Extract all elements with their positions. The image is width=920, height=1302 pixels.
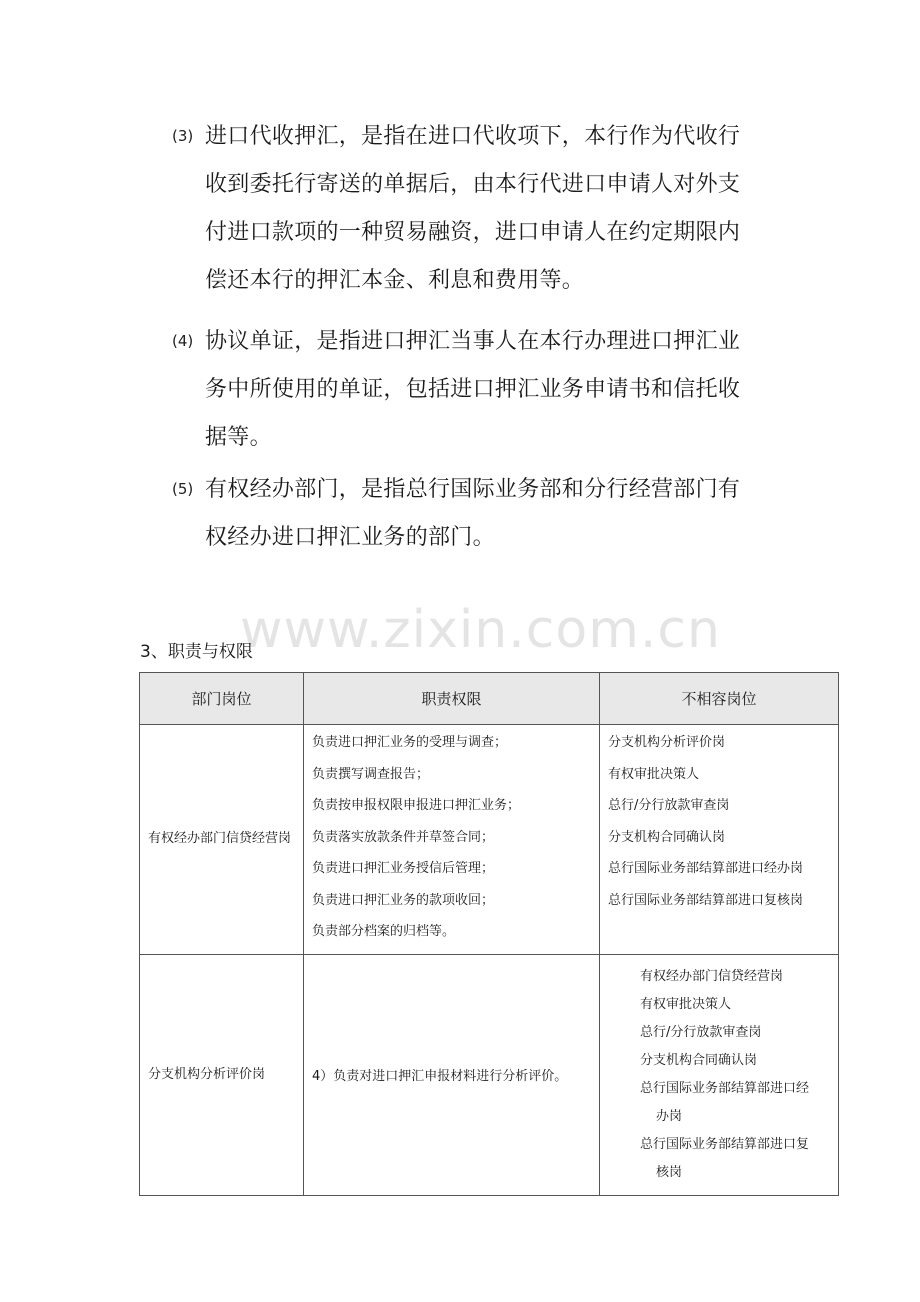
paragraph-line: 收到委托行寄送的单据后，由本行代进口申请人对外支 — [205, 172, 741, 197]
role-name: 有权经办部门信贷经营岗 — [148, 831, 292, 847]
paragraph-number: (3) — [172, 127, 194, 145]
duties-table — [139, 672, 839, 1196]
watermark: www.zixin.com.cn — [240, 600, 721, 660]
list-item: 总行国际业务部结算部进口复核岗 — [608, 892, 804, 908]
section-title: 3、职责与权限 — [140, 642, 253, 662]
role-cell — [140, 954, 304, 1195]
duties-cell — [304, 954, 600, 1195]
duty-text: 4）负责对进口押汇申报材料进行分析评价。 — [312, 1069, 568, 1084]
list-item: 分支机构合同确认岗 — [640, 1052, 758, 1068]
incompatible-cell — [600, 725, 839, 955]
list-item: 有权审批决策人 — [608, 766, 700, 782]
table-row — [140, 725, 839, 955]
list-item-line: 总行国际业务部结算部进口复 — [640, 1136, 810, 1152]
list-item: 有权审批决策人 — [640, 996, 732, 1012]
paragraph-line: 权经办进口押汇业务的部门。 — [205, 525, 495, 550]
list-item: 分支机构合同确认岗 — [608, 829, 726, 845]
paragraph-number: (5) — [172, 480, 194, 498]
list-item — [640, 1075, 830, 1131]
list-item — [640, 1131, 830, 1187]
table-header-row — [140, 673, 839, 725]
list-item: 负责进口押汇业务授信后管理； — [312, 861, 495, 876]
role-cell — [140, 725, 304, 955]
list-item-line: 总行国际业务部结算部进口经 — [640, 1080, 810, 1096]
list-item: 有权经办部门信贷经营岗 — [640, 968, 784, 984]
paragraph-line: 偿还本行的押汇本金、利息和费用等。 — [205, 268, 585, 293]
duties-cell — [304, 725, 600, 955]
table-row — [140, 954, 839, 1195]
paragraph-line: 据等。 — [205, 425, 272, 450]
duties-list — [304, 725, 599, 954]
header-cell-duties-authority: 职责权限 — [304, 673, 600, 725]
role-name: 分支机构分析评价岗 — [148, 1066, 266, 1082]
header-cell-department-position: 部门岗位 — [140, 673, 304, 725]
paragraph-line: 协议单证，是指进口押汇当事人在本行办理进口押汇业 — [205, 329, 741, 354]
paragraph-line: 进口代收押汇，是指在进口代收项下，本行作为代收行 — [205, 124, 741, 149]
list-item: 负责部分档案的归档等。 — [312, 924, 456, 939]
incompatible-list — [600, 725, 838, 922]
list-item: 负责进口押汇业务的受理与调查； — [312, 735, 508, 750]
list-item: 负责落实放款条件并草签合同； — [312, 829, 495, 845]
paragraph-line: 务中所使用的单证，包括进口押汇业务申请书和信托收 — [205, 377, 741, 402]
incompatible-list — [600, 957, 838, 1193]
list-item: 总行/分行放款审查岗 — [608, 798, 730, 813]
list-item: 总行/分行放款审查岗 — [640, 1024, 762, 1040]
list-item: 负责按申报权限申报进口押汇业务； — [312, 798, 521, 813]
paragraph-number: (4) — [172, 332, 194, 350]
paragraph-line: 付进口款项的一种贸易融资，进口申请人在约定期限内 — [205, 220, 741, 245]
list-item: 负责撰写调查报告； — [312, 766, 430, 782]
paragraph-line: 有权经办部门，是指总行国际业务部和分行经营部门有 — [205, 477, 741, 502]
list-item-continuation: 核岗 — [656, 1164, 683, 1180]
list-item-continuation: 办岗 — [656, 1108, 683, 1124]
header-cell-incompatible-positions: 不相容岗位 — [600, 673, 839, 725]
list-item: 分支机构分析评价岗 — [608, 735, 726, 750]
list-item: 总行国际业务部结算部进口经办岗 — [608, 861, 804, 876]
list-item: 负责进口押汇业务的款项收回； — [312, 892, 495, 908]
incompatible-cell — [600, 954, 839, 1195]
